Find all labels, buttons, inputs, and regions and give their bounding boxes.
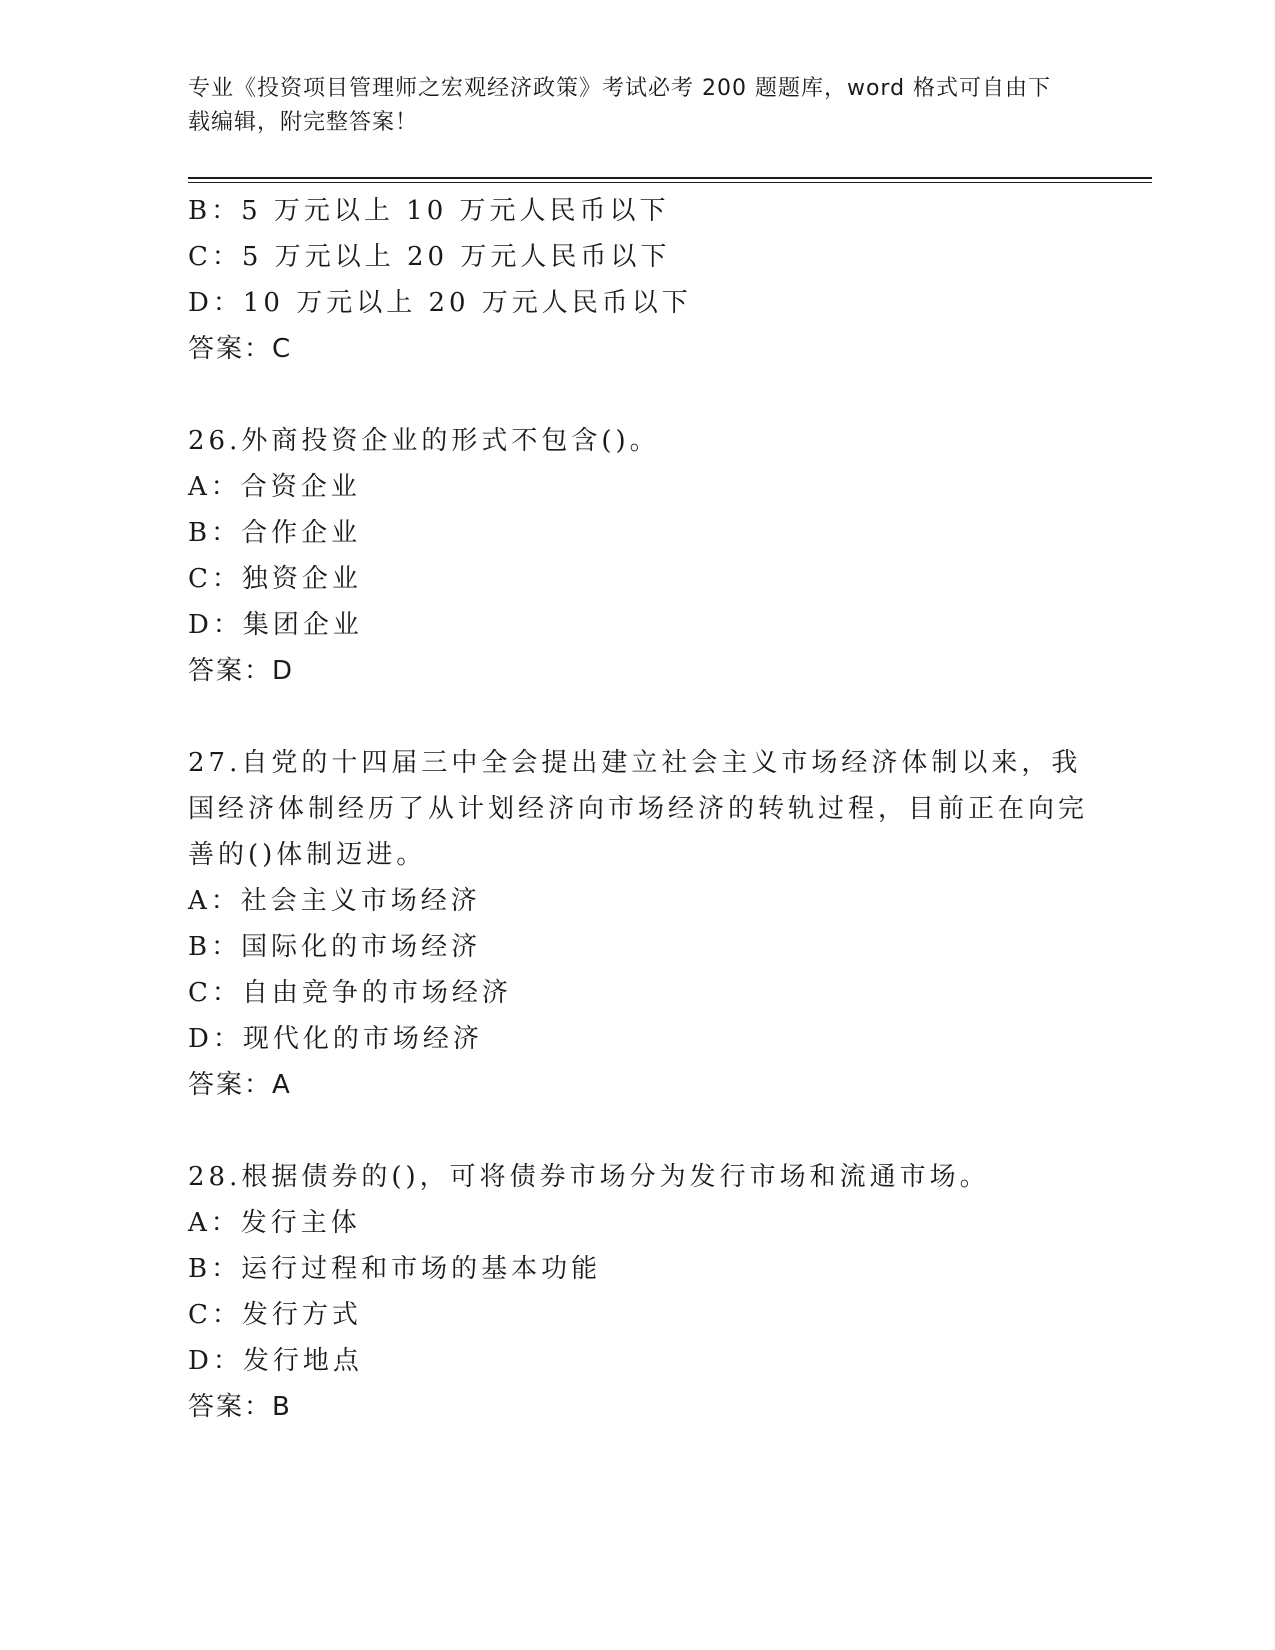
option-d: D：集团企业: [188, 610, 363, 640]
header-rule-thin: [188, 182, 1152, 183]
option-c: C：自由竞争的市场经济: [188, 978, 512, 1008]
question-text: 26.外商投资企业的形式不包含()。: [188, 426, 660, 456]
header-rule-thick: [188, 177, 1152, 179]
option-b: B：运行过程和市场的基本功能: [188, 1254, 602, 1284]
document-body: [188, 188, 1108, 1430]
option-c: C：独资企业: [188, 564, 362, 594]
option-c: C：5 万元以上 20 万元人民币以下: [188, 242, 671, 272]
answer: 答案：C: [188, 334, 293, 364]
question-text: 27.自党的十四届三中全会提出建立社会主义市场经济体制以来，我国经济体制经历了从计划经济向市场经济的转轨过程，目前正在向完善的()体制迈进。: [188, 748, 1089, 870]
carryover-question: [188, 188, 1108, 372]
question-text: 28.根据债券的()，可将债券市场分为发行市场和流通市场。: [188, 1162, 990, 1192]
answer: 答案：B: [188, 1392, 292, 1422]
option-a: A：社会主义市场经济: [188, 886, 481, 916]
answer: 答案：D: [188, 656, 295, 686]
option-d: D：现代化的市场经济: [188, 1024, 483, 1054]
option-b: B：5 万元以上 10 万元人民币以下: [188, 196, 670, 226]
option-a: A：发行主体: [188, 1208, 361, 1238]
question-27: [188, 740, 1108, 1108]
question-26: [188, 418, 1108, 694]
answer: 答案：A: [188, 1070, 292, 1100]
option-a: A：合资企业: [188, 472, 361, 502]
question-28: [188, 1154, 1108, 1430]
option-b: B：合作企业: [188, 518, 362, 548]
option-d: D：10 万元以上 20 万元人民币以下: [188, 288, 692, 318]
option-b: B：国际化的市场经济: [188, 932, 482, 962]
option-c: C：发行方式: [188, 1300, 362, 1330]
option-d: D：发行地点: [188, 1346, 363, 1376]
page-header: 专业《投资项目管理师之宏观经济政策》考试必考 200 题题库，word 格式可自由下载编辑，附完整答案！: [188, 76, 1052, 135]
